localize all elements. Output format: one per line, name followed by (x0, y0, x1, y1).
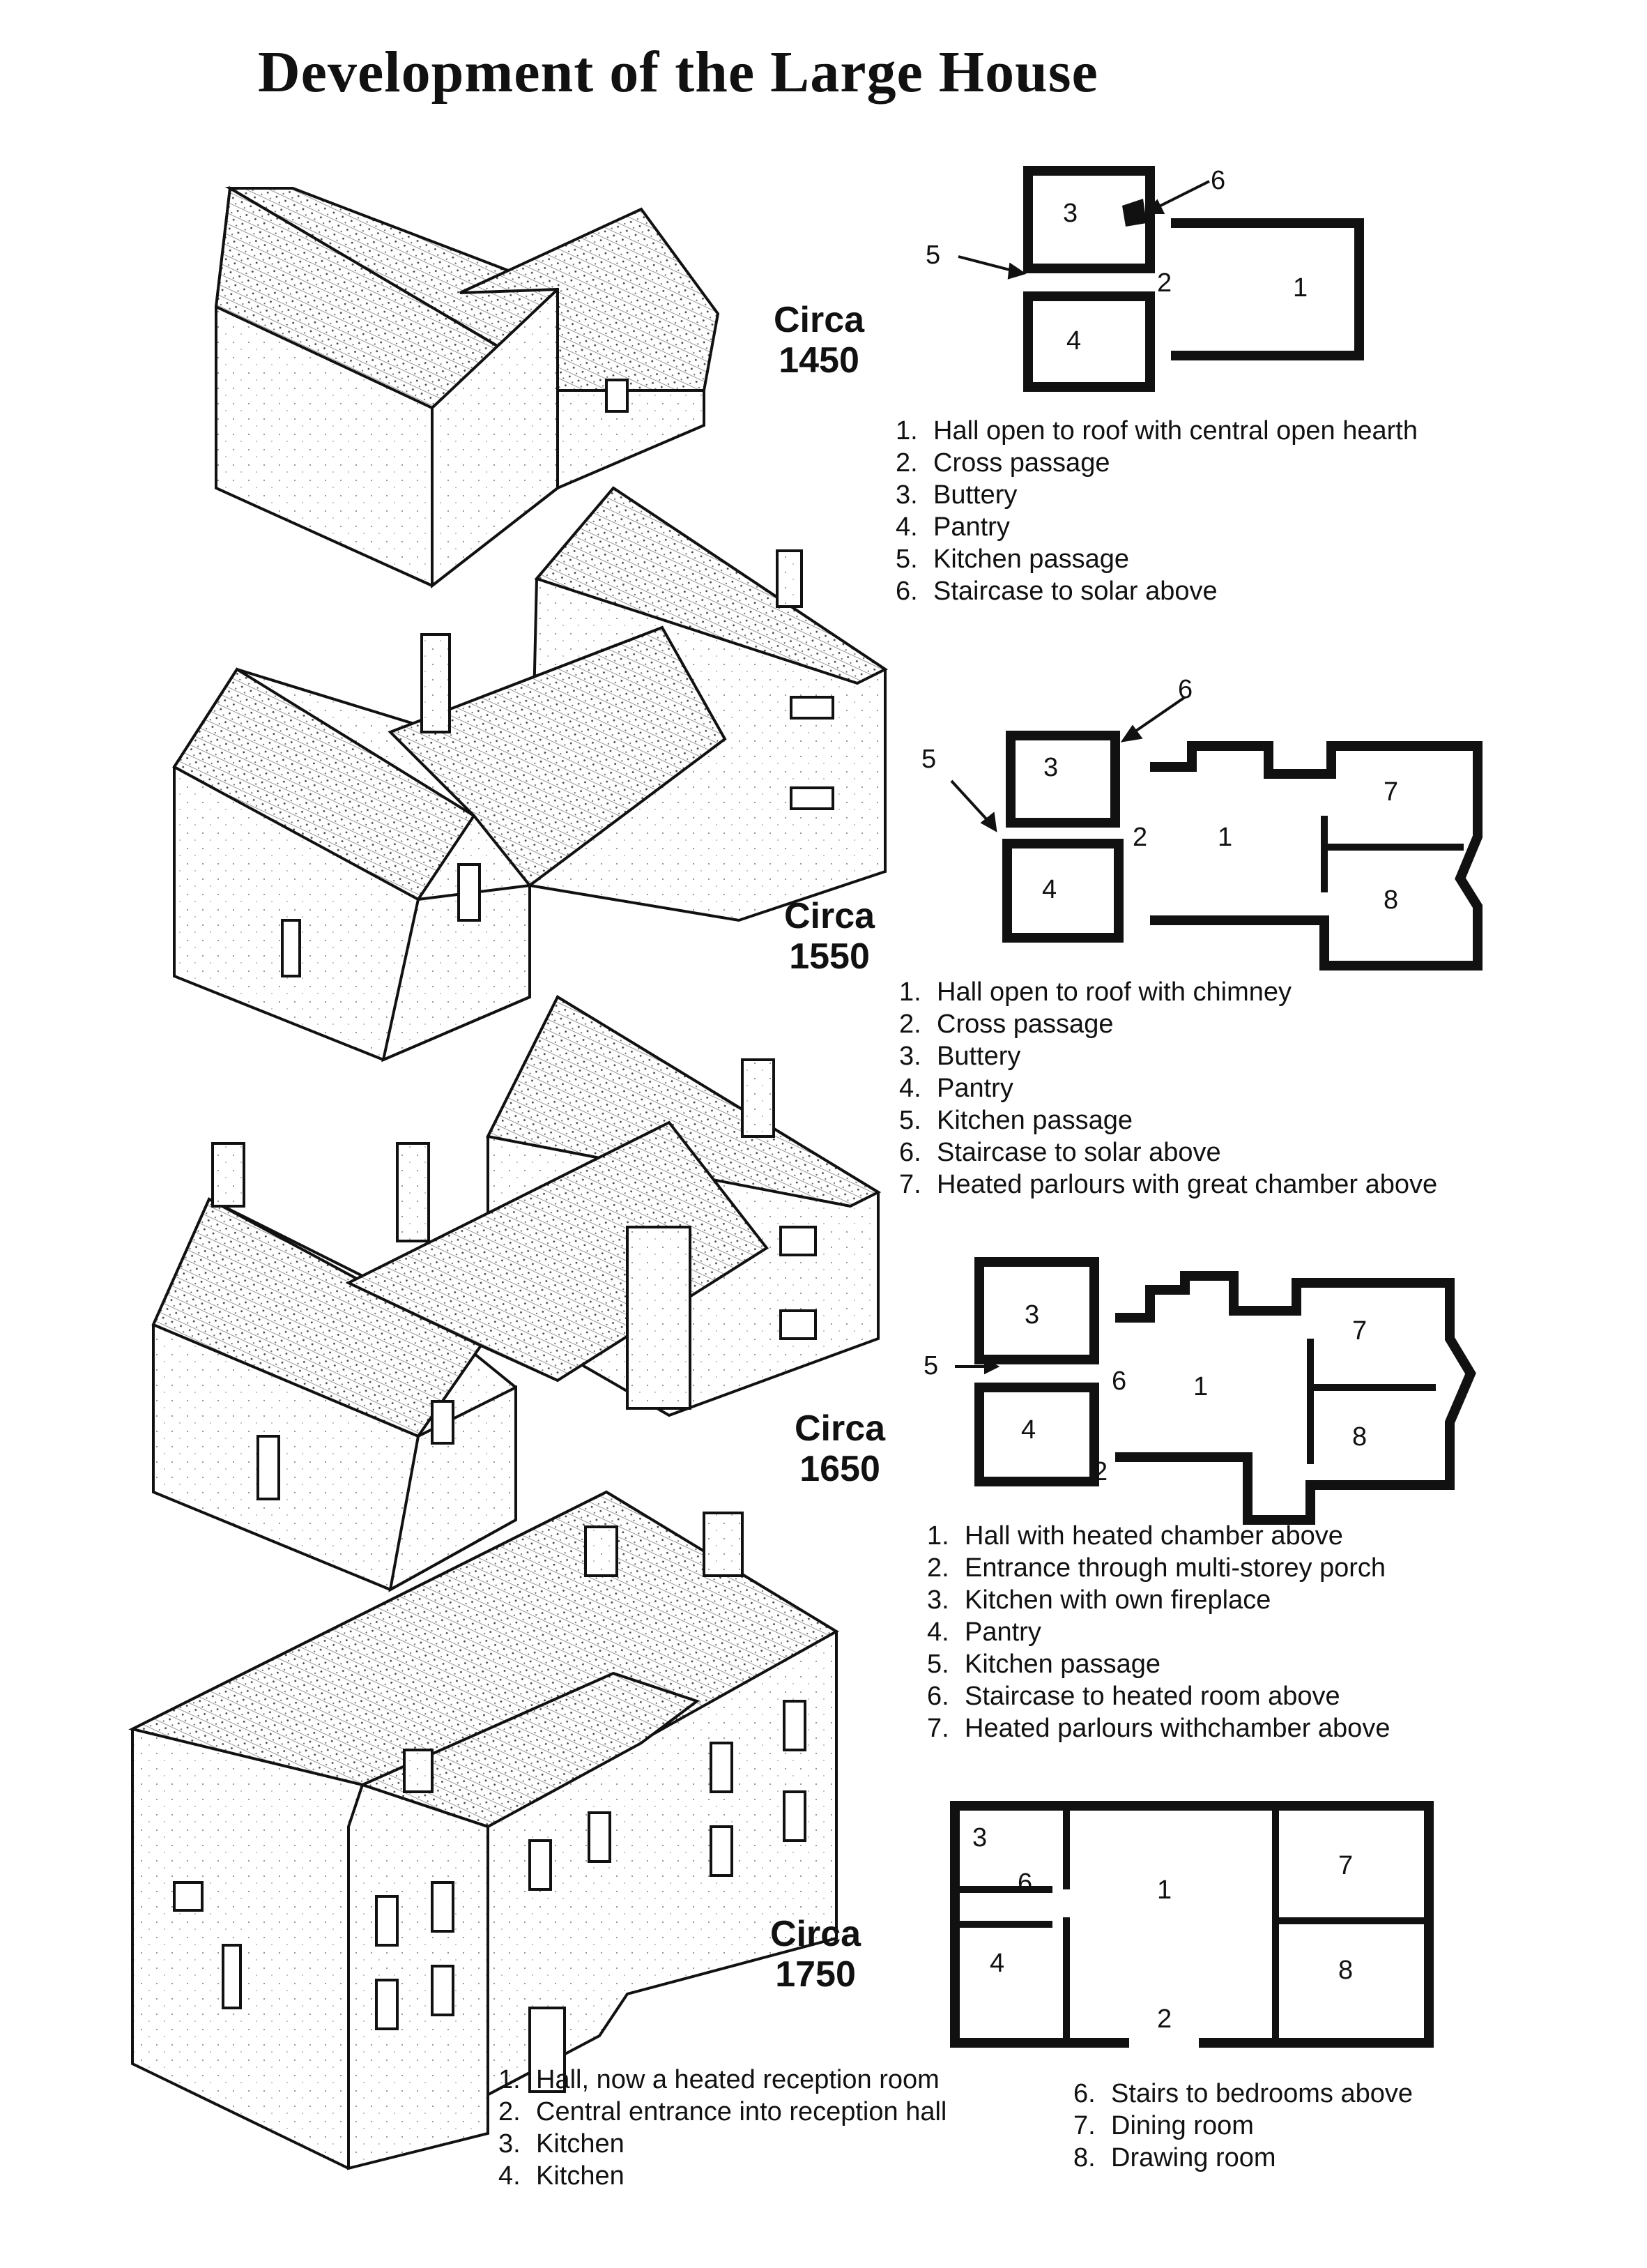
circa-year: 1450 (779, 340, 859, 381)
plan-1650 (979, 1262, 1471, 1520)
plan-1550-label-2: 2 (1133, 823, 1148, 852)
plan-1550-label-8: 8 (1384, 885, 1399, 915)
plan-1750-label-3: 3 (972, 1823, 988, 1852)
plan-1750-label-2: 2 (1157, 2004, 1172, 2034)
plan-1750-label-4: 4 (990, 1949, 1005, 1978)
legend-item: 2. Cross passage (896, 448, 1110, 478)
legend-item: 3. Kitchen with own fireplace (927, 1585, 1271, 1615)
plan-1550-label-4: 4 (1042, 875, 1057, 904)
plan-1450-label-2: 2 (1157, 268, 1172, 298)
circa-year: 1750 (775, 1954, 856, 1995)
legend-item: 4. Pantry (927, 1618, 1041, 1647)
legend-item: 2. Central entrance into reception hall (498, 2097, 947, 2126)
plan-1550-label-6: 6 (1178, 675, 1193, 704)
legend-1450 (896, 415, 1418, 607)
legend-item: 7. Heated parlours with great chamber above (899, 1170, 1438, 1199)
circa-1750-label (770, 1914, 861, 1995)
plan-1450-hall (1171, 223, 1359, 356)
legend-item: 1. Hall open to roof with central open hearth (896, 416, 1418, 446)
plan-1550-arrows (951, 697, 1185, 830)
house-1650-drawing (153, 997, 878, 1590)
legend-item: 6. Staircase to solar above (896, 577, 1218, 606)
legend-item: 8. Drawing room (1073, 2143, 1276, 2172)
plan-1450-arrows (958, 181, 1209, 277)
circa-word: Circa (784, 896, 875, 936)
plan-1450-label-5: 5 (926, 241, 941, 270)
page-title: Development of the Large House (258, 40, 1098, 105)
circa-year: 1650 (799, 1449, 880, 1489)
circa-word: Circa (795, 1408, 886, 1449)
plan-1450-label-4: 4 (1066, 326, 1082, 356)
plan-1550-label-5: 5 (921, 745, 937, 774)
plan-1650-label-3: 3 (1025, 1300, 1040, 1330)
house-1550-drawing (174, 488, 885, 1060)
legend-item: 1. Hall, now a heated reception room (498, 2065, 940, 2094)
plan-1650-room-4 (979, 1387, 1094, 1482)
circa-1650-label (795, 1408, 885, 1489)
circa-1450-label (774, 300, 864, 381)
legend-1750-right (1073, 2078, 1413, 2174)
plan-1650-label-6: 6 (1112, 1367, 1127, 1396)
legend-item: 3. Buttery (899, 1042, 1021, 1071)
legend-1650 (927, 1520, 1390, 1744)
legend-item: 3. Buttery (896, 480, 1018, 510)
plan-1650-label-4: 4 (1021, 1415, 1036, 1445)
plan-1650-label-5: 5 (924, 1351, 939, 1380)
circa-word: Circa (774, 300, 865, 340)
plan-1450-label-1: 1 (1293, 273, 1308, 303)
legend-item: 2. Cross passage (899, 1010, 1114, 1039)
plan-1750-label-7: 7 (1338, 1851, 1354, 1880)
legend-1750-left (498, 2064, 947, 2192)
legend-item: 1. Hall open to roof with chimney (899, 977, 1292, 1007)
plan-1550-label-1: 1 (1218, 823, 1233, 852)
legend-item: 3. Kitchen (498, 2129, 625, 2159)
legend-item: 4. Kitchen (498, 2161, 625, 2191)
plan-1550-label-7: 7 (1384, 777, 1399, 807)
plan-1550-room-3 (1011, 736, 1115, 823)
plan-1550 (1007, 736, 1478, 966)
legend-item: 6. Stairs to bedrooms above (1073, 2079, 1414, 2108)
plan-1450-label-3: 3 (1063, 199, 1078, 228)
plan-1650-label-8: 8 (1352, 1422, 1368, 1452)
legend-item: 7. Heated parlours withchamber above (927, 1714, 1391, 1743)
legend-item: 5. Kitchen passage (899, 1106, 1133, 1135)
plan-1750-label-8: 8 (1338, 1956, 1354, 1985)
plan-1750-label-6: 6 (1018, 1869, 1033, 1898)
plan-1750-label-1: 1 (1157, 1875, 1172, 1905)
plan-1550-label-3: 3 (1043, 753, 1059, 782)
legend-item: 5. Kitchen passage (927, 1650, 1160, 1679)
circa-word: Circa (770, 1914, 861, 1954)
legend-item: 7. Dining room (1073, 2111, 1254, 2140)
legend-item: 1. Hall with heated chamber above (927, 1521, 1343, 1551)
legend-item: 4. Pantry (896, 512, 1010, 542)
legend-item: 2. Entrance through multi-storey porch (927, 1553, 1386, 1583)
legend-item: 4. Pantry (899, 1074, 1013, 1103)
plan-1450-room-4 (1028, 296, 1150, 387)
legend-1550 (899, 976, 1437, 1201)
legend-item: 6. Staircase to solar above (899, 1138, 1221, 1167)
plan-1650-label-2: 2 (1093, 1457, 1108, 1486)
circa-year: 1550 (789, 936, 870, 977)
plan-1450-label-6: 6 (1211, 166, 1226, 195)
circa-1550-label (784, 896, 875, 977)
plan-1650-label-7: 7 (1352, 1316, 1368, 1346)
plan-1750 (955, 1806, 1429, 2043)
legend-item: 6. Staircase to heated room above (927, 1682, 1340, 1711)
plan-1550-room-4 (1007, 844, 1119, 938)
plan-1650-label-1: 1 (1193, 1372, 1209, 1401)
legend-item: 5. Kitchen passage (896, 545, 1129, 574)
